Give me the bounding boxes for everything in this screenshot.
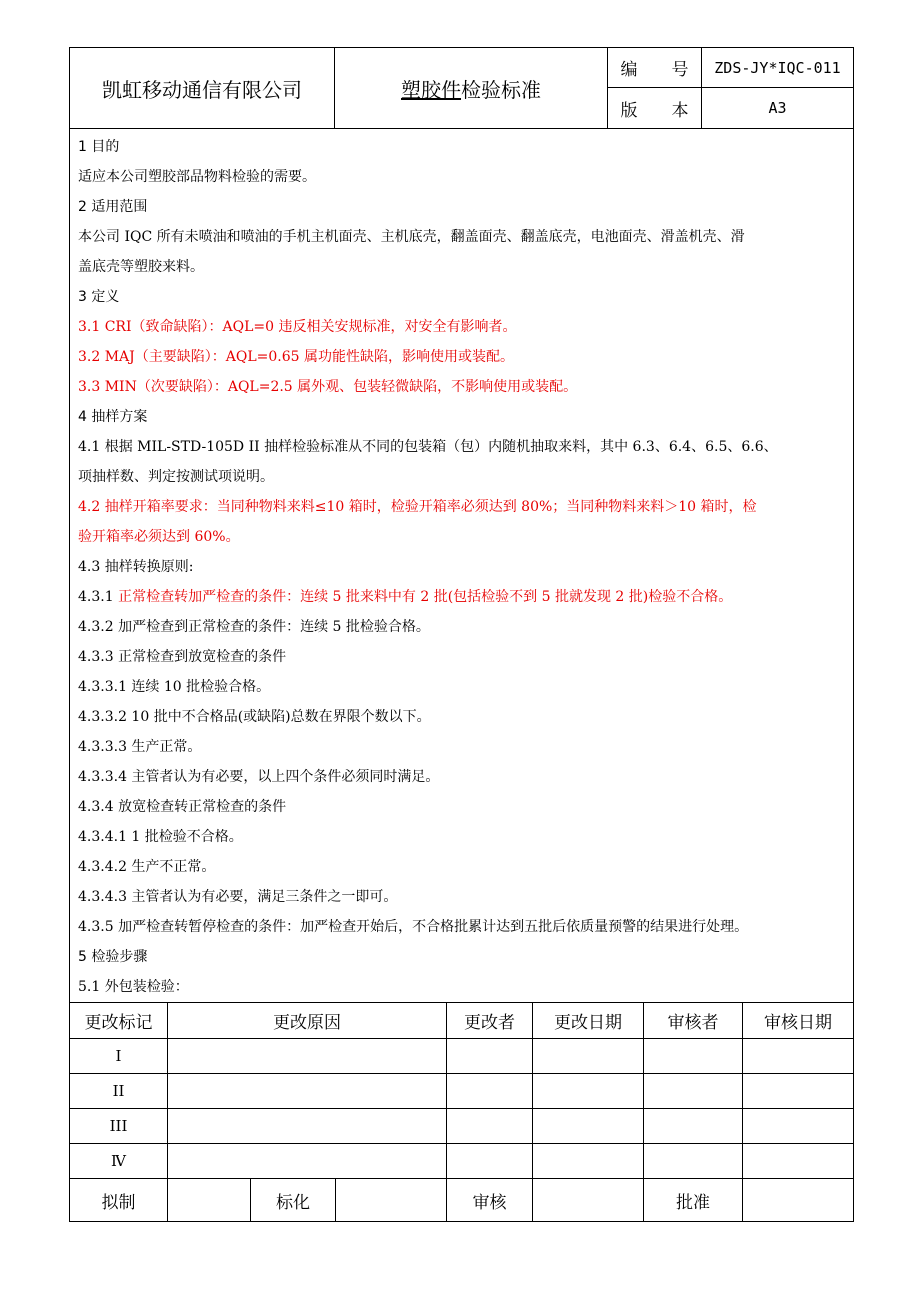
paragraph: 适应本公司塑胶部品物料检验的需要。 [78, 169, 316, 185]
company-name: 凯虹移动通信有限公司 [102, 77, 302, 102]
definition-critical: 3.1 CRI（致命缺陷）：AQL=0 违反相关安规标准，对安全有影响者。 [78, 319, 517, 335]
rev-header-reviewer: 审核者 [667, 1013, 719, 1033]
paragraph: 4.3.4.1 1 批检验不合格。 [78, 829, 243, 845]
definition-major: 3.2 MAJ（主要缺陷）：AQL=0.65 属功能性缺陷，影响使用或装配。 [78, 349, 515, 365]
rev-row-mark: III [109, 1117, 128, 1135]
document-body [78, 132, 850, 1002]
revision-table [70, 1002, 853, 1222]
signoff-approve-label: 批准 [676, 1193, 710, 1213]
paragraph [78, 582, 850, 612]
section-heading: 3 定义 [78, 289, 120, 305]
rev-header-date: 更改日期 [554, 1013, 622, 1033]
rev-row-mark: II [112, 1082, 125, 1100]
signoff-draft-label: 拟制 [101, 1193, 136, 1213]
paragraph: 4.3.4.3 主管者认为有必要，满足三条件之一即可。 [78, 889, 398, 905]
rev-header-review-date: 审核日期 [764, 1013, 832, 1033]
version-value: A3 [768, 99, 787, 117]
rev-header-changer: 更改者 [464, 1013, 515, 1033]
document-frame [69, 47, 854, 1222]
paragraph: 盖底壳等塑胶来料。 [78, 259, 204, 275]
section-heading: 5 检验步骤 [78, 949, 148, 965]
paragraph: 4.3.3.4 主管者认为有必要，以上四个条件必须同时满足。 [78, 769, 440, 785]
rev-row-mark: I [115, 1047, 122, 1065]
signoff-review-label: 审核 [472, 1193, 507, 1213]
paragraph: 本公司 IQC 所有未喷油和喷油的手机主机面壳、主机底壳，翻盖面壳、翻盖底壳，电池面壳、滑盖机壳、滑 [78, 229, 745, 245]
paragraph-red: 验开箱率必须达到 60%。 [78, 529, 240, 545]
document-header [70, 48, 853, 129]
signoff-standard-label: 标化 [276, 1193, 310, 1213]
version-label: 版 本 [620, 100, 689, 121]
clause-text-red: 正常检查转加严检查的条件：连续 5 批来料中有 2 批(包括检验不到 5 批就发现 2 批)检验不合格。 [118, 589, 733, 605]
rev-header-mark: 更改标记 [84, 1013, 153, 1033]
section-heading: 4 抽样方案 [78, 409, 148, 425]
paragraph: 4.3.4 放宽检查转正常检查的条件 [78, 799, 287, 815]
doc-number-value: ZDS-JY*IQC-011 [714, 58, 841, 77]
paragraph: 4.3.3.2 10 批中不合格品(或缺陷)总数在界限个数以下。 [78, 709, 431, 725]
paragraph: 4.3.2 加严检查到正常检查的条件：连续 5 批检验合格。 [78, 619, 430, 635]
paragraph: 4.3.4.2 生产不正常。 [78, 859, 216, 875]
paragraph: 4.3.3.1 连续 10 批检验合格。 [78, 679, 271, 695]
title-underlined-part: 塑胶件 [401, 77, 461, 102]
section-heading: 2 适用范围 [78, 199, 148, 215]
paragraph: 4.1 根据 MIL-STD-105D II 抽样检验标准从不同的包装箱（包）内随机抽取来料，其中 6.3、6.4、6.5、6.6、 [78, 439, 778, 455]
paragraph: 项抽样数、判定按测试项说明。 [78, 469, 274, 485]
paragraph-red: 4.2 抽样开箱率要求：当同种物料来料≤10 箱时，检验开箱率必须达到 80%；当同种物料来料＞10 箱时，检 [78, 499, 757, 515]
document-title [334, 48, 608, 128]
paragraph: 4.3.3 正常检查到放宽检查的条件 [78, 649, 287, 665]
rev-header-reason: 更改原因 [273, 1013, 341, 1033]
rev-row-mark: Ⅳ [111, 1152, 126, 1170]
paragraph: 4.3.3.3 生产正常。 [78, 739, 202, 755]
definition-minor: 3.3 MIN（次要缺陷）：AQL=2.5 属外观、包装轻微缺陷，不影响使用或装配。 [78, 379, 578, 395]
section-heading: 1 目的 [78, 139, 120, 155]
clause-number: 4.3.1 [78, 589, 119, 605]
doc-number-label: 编 号 [620, 60, 689, 80]
paragraph: 5.1 外包装检验： [78, 979, 189, 995]
paragraph: 4.3 抽样转换原则: [78, 559, 194, 575]
title-rest: 检验标准 [461, 77, 541, 102]
paragraph: 4.3.5 加严检查转暂停检查的条件：加严检查开始后，不合格批累计达到五批后依质量预警的结果进行处理。 [78, 919, 749, 935]
